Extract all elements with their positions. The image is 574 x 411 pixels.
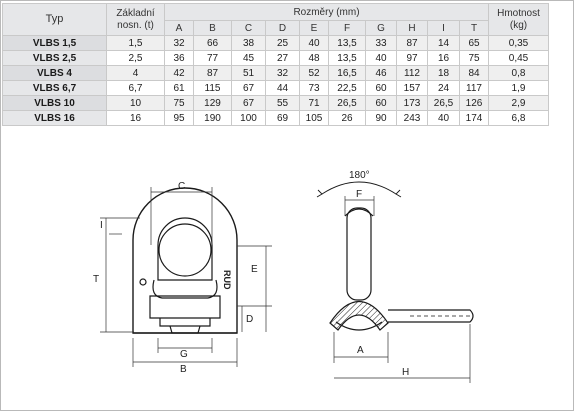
- header-dim-g: G: [366, 21, 397, 36]
- value-cell-i: 18: [428, 66, 460, 81]
- side-eye-top: [345, 209, 373, 216]
- value-cell-load: 2,5: [107, 51, 165, 66]
- front-labels: [93, 181, 258, 375]
- header-weight: [489, 4, 549, 36]
- value-cell-weight: 6,8: [489, 111, 549, 126]
- value-cell-t: 75: [460, 51, 489, 66]
- value-cell-b: 129: [194, 96, 232, 111]
- value-cell-i: 24: [428, 81, 460, 96]
- value-cell-a: 95: [165, 111, 194, 126]
- value-cell-i: 16: [428, 51, 460, 66]
- inner-ring-curve: [159, 224, 211, 276]
- value-cell-load: 16: [107, 111, 165, 126]
- label-t: T: [93, 274, 100, 285]
- value-cell-c: 51: [232, 66, 266, 81]
- eye-inner-ring: [158, 218, 212, 280]
- table-row: [3, 81, 549, 96]
- side-view: [317, 182, 473, 330]
- header-dim-t: T: [460, 21, 489, 36]
- value-cell-a: 61: [165, 81, 194, 96]
- header-dimensions: Rozměry (mm): [165, 4, 489, 21]
- value-cell-f: 26: [329, 111, 366, 126]
- side-eye-body: [347, 208, 371, 300]
- value-cell-f: 16,5: [329, 66, 366, 81]
- value-cell-d: 69: [266, 111, 300, 126]
- header-dim-c: C: [232, 21, 266, 36]
- value-cell-h: 97: [397, 51, 428, 66]
- value-cell-h: 112: [397, 66, 428, 81]
- value-cell-i: 26,5: [428, 96, 460, 111]
- value-cell-d: 55: [266, 96, 300, 111]
- value-cell-a: 75: [165, 96, 194, 111]
- label-h: H: [402, 367, 410, 378]
- value-cell-f: 26,5: [329, 96, 366, 111]
- value-cell-b: 115: [194, 81, 232, 96]
- shackle-link: [153, 280, 217, 298]
- value-cell-g: 60: [366, 81, 397, 96]
- front-dimensions: [100, 187, 272, 367]
- type-cell: VLBS 2,5: [3, 51, 107, 66]
- label-a: A: [357, 345, 364, 356]
- value-cell-load: 4: [107, 66, 165, 81]
- value-cell-g: 40: [366, 51, 397, 66]
- bottom-nut: [160, 318, 210, 326]
- header-dim-a: A: [165, 21, 194, 36]
- side-labels: [349, 170, 409, 378]
- value-cell-load: 1,5: [107, 36, 165, 51]
- technical-drawing: [0, 150, 574, 409]
- value-cell-load: 10: [107, 96, 165, 111]
- value-cell-c: 67: [232, 96, 266, 111]
- value-cell-c: 67: [232, 81, 266, 96]
- value-cell-weight: 0,45: [489, 51, 549, 66]
- label-f: F: [356, 189, 363, 200]
- type-cell: VLBS 1,5: [3, 36, 107, 51]
- value-cell-weight: 0,35: [489, 36, 549, 51]
- value-cell-load: 6,7: [107, 81, 165, 96]
- table-row: [3, 96, 549, 111]
- type-cell: VLBS 6,7: [3, 81, 107, 96]
- value-cell-d: 25: [266, 36, 300, 51]
- header-dim-b: B: [194, 21, 232, 36]
- value-cell-g: 46: [366, 66, 397, 81]
- value-cell-e: 52: [300, 66, 329, 81]
- value-cell-h: 87: [397, 36, 428, 51]
- value-cell-e: 71: [300, 96, 329, 111]
- value-cell-d: 44: [266, 81, 300, 96]
- eye-outer-contour: [133, 188, 237, 333]
- base-block: [150, 296, 220, 318]
- type-cell: VLBS 10: [3, 96, 107, 111]
- value-cell-d: 32: [266, 66, 300, 81]
- value-cell-f: 13,5: [329, 51, 366, 66]
- value-cell-e: 73: [300, 81, 329, 96]
- header-dim-h: H: [397, 21, 428, 36]
- value-cell-a: 32: [165, 36, 194, 51]
- value-cell-h: 243: [397, 111, 428, 126]
- value-cell-f: 13,5: [329, 36, 366, 51]
- table-row: [3, 111, 549, 126]
- value-cell-b: 87: [194, 66, 232, 81]
- table-row: [3, 66, 549, 81]
- value-cell-i: 40: [428, 111, 460, 126]
- header-type: Typ: [3, 4, 107, 36]
- label-b: B: [180, 364, 187, 375]
- value-cell-g: 33: [366, 36, 397, 51]
- value-cell-h: 173: [397, 96, 428, 111]
- value-cell-e: 105: [300, 111, 329, 126]
- value-cell-d: 27: [266, 51, 300, 66]
- side-dimensions: [334, 196, 470, 383]
- label-i: I: [100, 220, 103, 231]
- value-cell-c: 100: [232, 111, 266, 126]
- rud-logo: RUD: [222, 270, 232, 290]
- header-basic-load: [107, 4, 165, 36]
- header-basic-load-text: Základní nosn. (t): [116, 7, 155, 31]
- value-cell-a: 36: [165, 51, 194, 66]
- value-cell-b: 66: [194, 36, 232, 51]
- value-cell-t: 117: [460, 81, 489, 96]
- label-d: D: [246, 314, 254, 325]
- value-cell-b: 190: [194, 111, 232, 126]
- value-cell-weight: 1,9: [489, 81, 549, 96]
- header-dim-i: I: [428, 21, 460, 36]
- value-cell-h: 157: [397, 81, 428, 96]
- label-e: E: [251, 264, 258, 275]
- value-cell-g: 90: [366, 111, 397, 126]
- value-cell-t: 126: [460, 96, 489, 111]
- header-dim-e: E: [300, 21, 329, 36]
- value-cell-b: 77: [194, 51, 232, 66]
- header-dim-d: D: [266, 21, 300, 36]
- header-dim-f: F: [329, 21, 366, 36]
- value-cell-c: 45: [232, 51, 266, 66]
- label-c: C: [178, 181, 186, 192]
- label-g: G: [180, 349, 188, 360]
- value-cell-a: 42: [165, 66, 194, 81]
- value-cell-t: 174: [460, 111, 489, 126]
- rivet-dot: [140, 279, 146, 285]
- value-cell-t: 84: [460, 66, 489, 81]
- front-view: [133, 188, 237, 333]
- table-row: [3, 36, 549, 51]
- label-angle: 180°: [349, 170, 370, 181]
- type-cell: VLBS 16: [3, 111, 107, 126]
- side-shackle: [330, 302, 388, 331]
- value-cell-f: 22,5: [329, 81, 366, 96]
- value-cell-i: 14: [428, 36, 460, 51]
- value-cell-g: 60: [366, 96, 397, 111]
- spec-table: [2, 3, 549, 126]
- header-weight-text: Hmotnost (kg): [497, 7, 540, 31]
- value-cell-weight: 0,8: [489, 66, 549, 81]
- value-cell-t: 65: [460, 36, 489, 51]
- value-cell-c: 38: [232, 36, 266, 51]
- table-row: [3, 51, 549, 66]
- type-cell: VLBS 4: [3, 66, 107, 81]
- value-cell-e: 40: [300, 36, 329, 51]
- value-cell-e: 48: [300, 51, 329, 66]
- value-cell-weight: 2,9: [489, 96, 549, 111]
